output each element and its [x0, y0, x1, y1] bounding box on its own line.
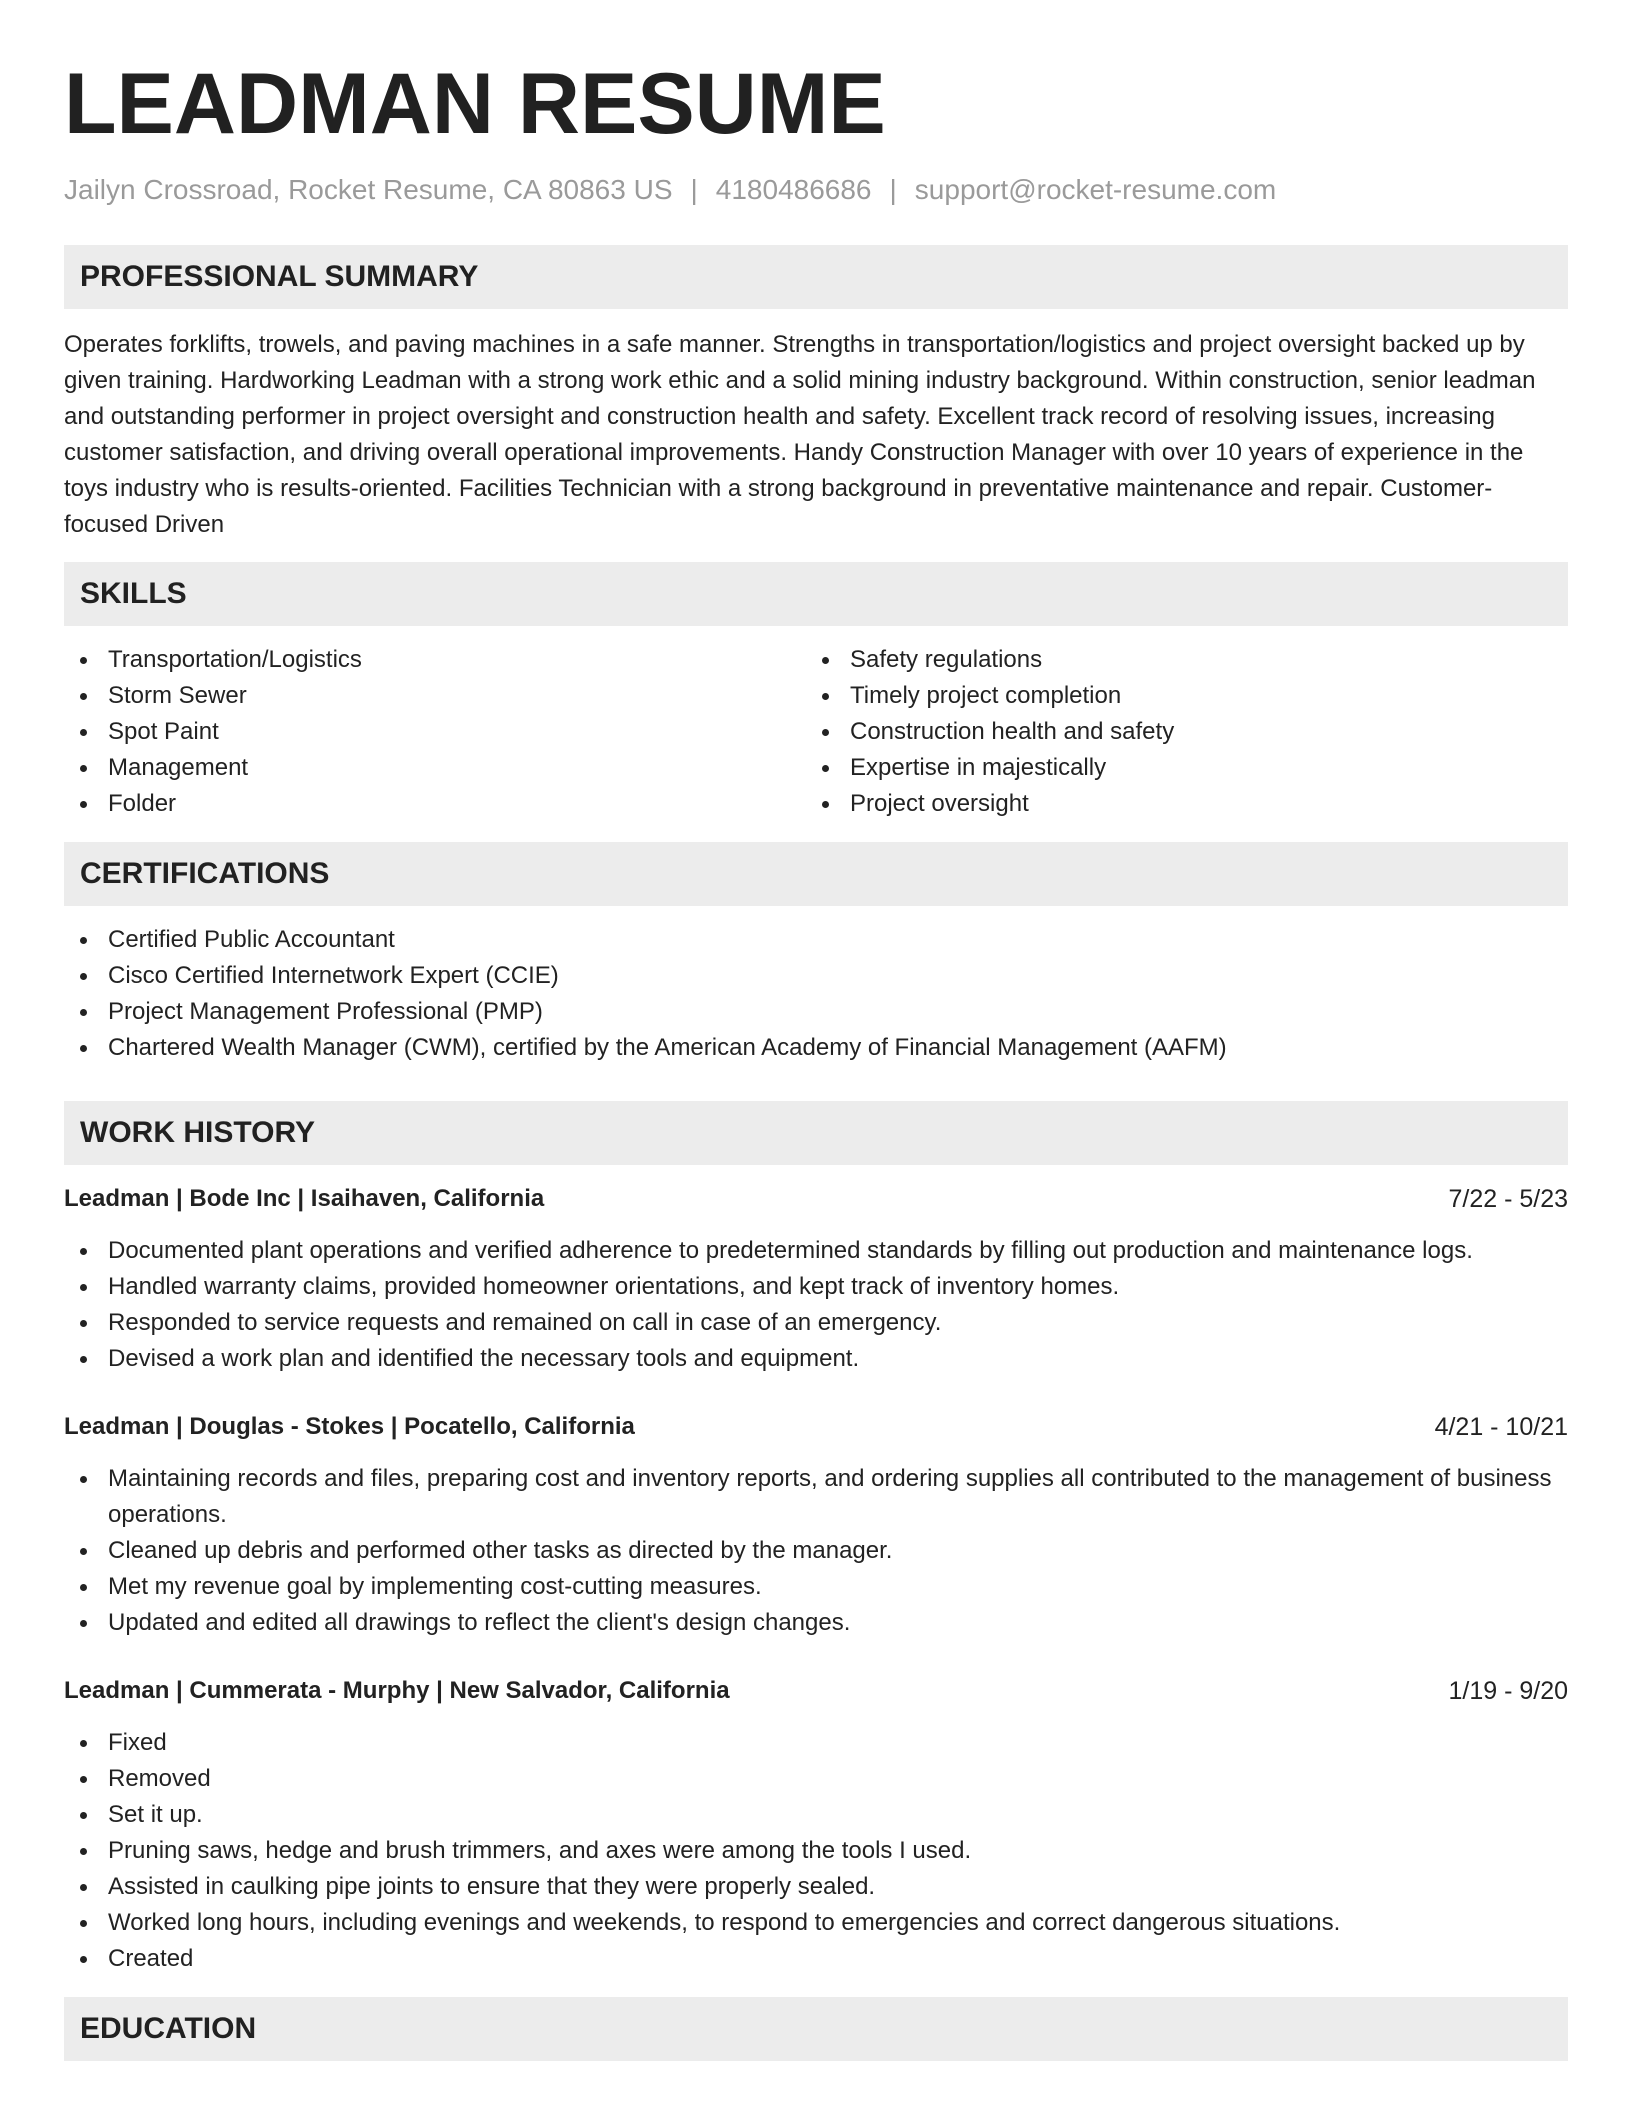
list-item: Responded to service requests and remained on call in case of an emergency.: [64, 1305, 1568, 1341]
list-item: Cisco Certified Internetwork Expert (CCIE): [64, 958, 1568, 994]
skills-list-right: [806, 642, 1548, 822]
contact-line: [64, 172, 1568, 208]
contact-address: Jailyn Crossroad, Rocket Resume, CA 80863 US: [64, 174, 673, 205]
list-item: Management: [64, 750, 806, 786]
section-header-education: EDUCATION: [64, 1997, 1568, 2061]
list-item: Handled warranty claims, provided homeowner orientations, and kept track of inventory homes.: [64, 1269, 1568, 1305]
contact-separator: |: [690, 174, 698, 205]
list-item: Timely project completion: [806, 678, 1548, 714]
job-entry: [64, 1181, 1568, 1377]
section-header-certifications: CERTIFICATIONS: [64, 842, 1568, 906]
job-header: [64, 1673, 1568, 1709]
list-item: Removed: [64, 1761, 1568, 1797]
job-bullets: [64, 1233, 1568, 1377]
list-item: Fixed: [64, 1725, 1568, 1761]
job-title: Leadman | Douglas - Stokes | Pocatello, California: [64, 1413, 635, 1440]
list-item: Storm Sewer: [64, 678, 806, 714]
section-header-work-history: WORK HISTORY: [64, 1101, 1568, 1165]
list-item: Documented plant operations and verified adherence to predetermined standards by filling out production and maintenance logs.: [64, 1233, 1568, 1269]
list-item: Assisted in caulking pipe joints to ensure that they were properly sealed.: [64, 1869, 1568, 1905]
job-entry: [64, 1409, 1568, 1641]
list-item: Cleaned up debris and performed other tasks as directed by the manager.: [64, 1533, 1568, 1569]
skills-grid: [64, 642, 1568, 822]
list-item: Project Management Professional (PMP): [64, 994, 1568, 1030]
job-dates: 7/22 - 5/23: [1448, 1185, 1568, 1213]
list-item: Safety regulations: [806, 642, 1548, 678]
list-item: Transportation/Logistics: [64, 642, 806, 678]
list-item: Set it up.: [64, 1797, 1568, 1833]
list-item: Pruning saws, hedge and brush trimmers, and axes were among the tools I used.: [64, 1833, 1568, 1869]
job-header: [64, 1409, 1568, 1445]
job-title: Leadman | Bode Inc | Isaihaven, California: [64, 1185, 545, 1212]
job-header: [64, 1181, 1568, 1217]
list-item: Project oversight: [806, 786, 1548, 822]
section-header-summary: PROFESSIONAL SUMMARY: [64, 245, 1568, 309]
list-item: Met my revenue goal by implementing cost-cutting measures.: [64, 1569, 1568, 1605]
list-item: Chartered Wealth Manager (CWM), certified by the American Academy of Financial Management (AAFM): [64, 1030, 1568, 1066]
job-bullets: [64, 1461, 1568, 1641]
list-item: Construction health and safety: [806, 714, 1548, 750]
contact-separator: |: [889, 174, 897, 205]
contact-email[interactable]: support@rocket-resume.com: [914, 174, 1277, 205]
job-dates: 4/21 - 10/21: [1434, 1413, 1568, 1441]
job-title: Leadman | Cummerata - Murphy | New Salvador, California: [64, 1677, 730, 1704]
job-bullets: [64, 1725, 1568, 1977]
section-header-skills: SKILLS: [64, 562, 1568, 626]
list-item: Folder: [64, 786, 806, 822]
job-entry: [64, 1673, 1568, 1977]
list-item: Updated and edited all drawings to reflect the client's design changes.: [64, 1605, 1568, 1641]
list-item: Worked long hours, including evenings and weekends, to respond to emergencies and correct dangerous situations.: [64, 1905, 1568, 1941]
list-item: Maintaining records and files, preparing cost and inventory reports, and ordering supplies all contributed to the management of business operations.: [64, 1461, 1568, 1533]
list-item: Expertise in majestically: [806, 750, 1548, 786]
skills-list-left: [64, 642, 806, 822]
job-dates: 1/19 - 9/20: [1448, 1677, 1568, 1705]
contact-phone: 4180486686: [715, 174, 872, 205]
list-item: Devised a work plan and identified the necessary tools and equipment.: [64, 1341, 1568, 1377]
list-item: Created: [64, 1941, 1568, 1977]
list-item: Certified Public Accountant: [64, 922, 1568, 958]
resume-title: LEADMAN RESUME: [64, 56, 886, 152]
list-item: Spot Paint: [64, 714, 806, 750]
certifications-list: [64, 922, 1568, 1066]
summary-text: Operates forklifts, trowels, and paving machines in a safe manner. Strengths in transportation/logistics and project oversight backed up by given training. Hardworking Leadman with a strong work ethic and a solid mining industry background. Within construction, senior leadman and outstanding performer in project oversight and construction health and safety. Excellent track record of resolving issues, increasing customer satisfaction, and driving overall operational improvements. Handy Construction Manager with over 10 years of experience in the toys industry who is results-oriented. Facilities Technician with a strong background in preventative maintenance and repair. Customer-focused Driven: [64, 331, 1536, 538]
